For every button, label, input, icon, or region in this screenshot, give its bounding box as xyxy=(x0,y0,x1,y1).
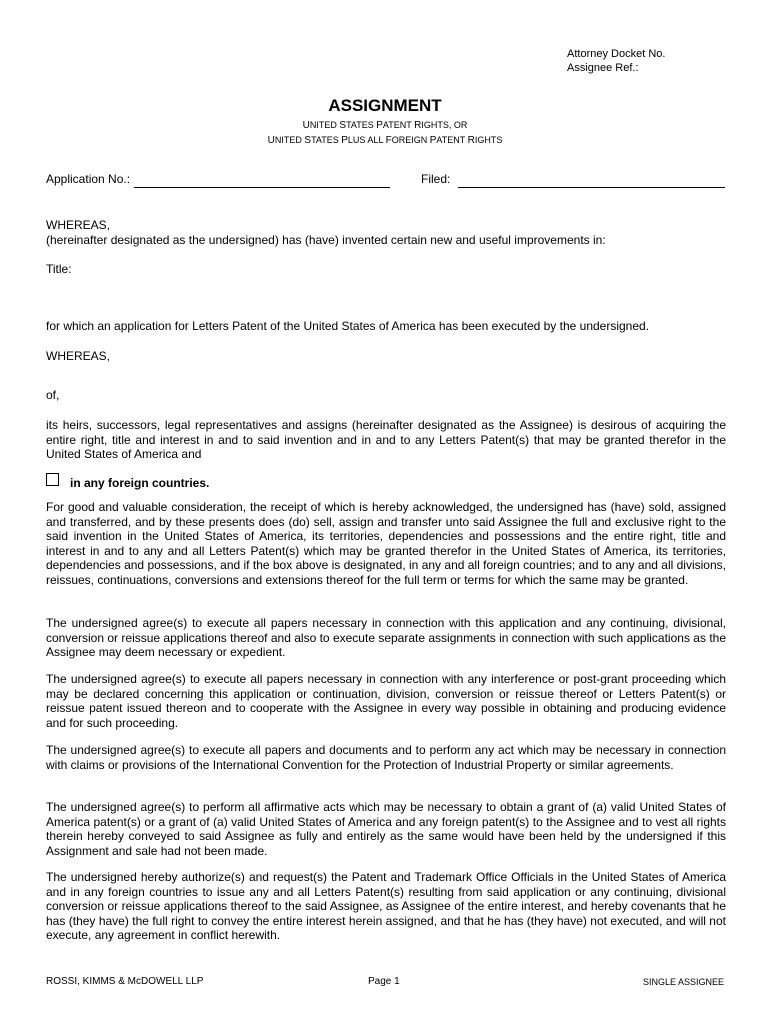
application-no-field[interactable] xyxy=(134,187,390,188)
paragraph-interference: The undersigned agree(s) to execute all papers necessary in connection with any interference or post-grant proceeding which may be declared concerning this application or continuation, division, conversion or reissue thereof or Letters Patent(s) or reissue patent issued thereon and to cooperate with the Assignee in every way possible in obtaining and producing evidence and for such proceeding. xyxy=(46,672,726,730)
title-field[interactable] xyxy=(82,262,722,302)
foreign-countries-label: in any foreign countries. xyxy=(70,476,210,490)
document-title: ASSIGNMENT xyxy=(328,96,442,115)
application-no-label: Application No.: xyxy=(46,172,131,186)
filed-date-field[interactable] xyxy=(458,187,725,188)
paragraph-authorize: The undersigned hereby authorize(s) and request(s) the Patent and Trademark Office Officials in the United States of America and in any foreign countries to issue any and all Letters Patent(s) resulting from said application or any continuing, divisional conversion or reissue applications thereof to the said Assignee, as Assignee of the entire interest, and hereby covenants that he has (they have) the full right to convey the entire interest herein assigned, and that he has (they have) not executed, and will not execute, any agreement in conflict herewith. xyxy=(46,870,726,942)
foreign-countries-checkbox[interactable] xyxy=(46,473,59,486)
docket-block xyxy=(567,47,665,75)
footer-firm: ROSSI, KIMMS & McDOWELL LLP xyxy=(46,976,204,987)
paragraph-convention: The undersigned agree(s) to execute all papers and documents and to perform any act which may be necessary in connection with claims or provisions of the International Convention for the Protection of Industrial Property or similar agreements. xyxy=(46,743,726,772)
whereas-1: WHEREAS, xyxy=(46,218,111,232)
of-text: of, xyxy=(46,388,60,402)
paragraph-affirmative-acts: The undersigned agree(s) to perform all affirmative acts which may be necessary to obtain a grant of (a) valid United States of America patent(s) or a grant of (a) valid United States of America and any foreign patent(s) to the Assignee and to vest all rights therein hereby conveyed to said Assignee as fully and entirely as the same would have been held by the undersigned if this Assignment and sale had not been made. xyxy=(46,800,726,858)
executed-text: for which an application for Letters Patent of the United States of America has been executed by the undersigned. xyxy=(46,319,650,333)
paragraph-consideration: For good and valuable consideration, the receipt of which is hereby acknowledged, the undersigned has (have) sold, assigned and transferred, and by these presents does (do) sell, assign and transfer unto said Assignee the full and exclusive right to the said invention in the United States of America, its territories, dependencies and possessions and the entire right, title and interest in and to any and all Letters Patent(s) which may be granted therefor in the United States of America, its territories, dependencies and possessions, and if the box above is designated, in any and all foreign countries; and to any and all divisions, reissues, continuations, conversions and extensions thereof for the full term or terms for which the same may be granted. xyxy=(46,500,726,587)
hereinafter-text: (hereinafter designated as the undersigned) has (have) invented certain new and useful improvements in: xyxy=(46,233,606,247)
footer-assignee-type: SINGLE ASSIGNEE xyxy=(642,977,724,987)
footer-page-number: Page 1 xyxy=(368,976,400,987)
subtitle-line-1: UNITED STATES PATENT RIGHTS, OR xyxy=(302,120,468,131)
whereas-2: WHEREAS, xyxy=(46,349,111,363)
title-label: Title: xyxy=(46,262,72,276)
assignee-ref-label: Assignee Ref.: xyxy=(567,62,639,74)
heirs-paragraph: its heirs, successors, legal representatives and assigns (hereinafter designated as the Assignee) is desirous of acquiring the entire right, title and interest in and to said invention and in and to any Letters Patent(s) that may be granted therefor in the United States of America and xyxy=(46,418,726,461)
filed-label: Filed: xyxy=(421,172,451,186)
paragraph-execute-papers: The undersigned agree(s) to execute all papers necessary in connection with this application and any continuing, divisional, conversion or reissue applications thereof and also to execute separate assignments in connection with such applications as the Assignee may deem necessary or expedient. xyxy=(46,616,726,659)
subtitle-line-2: UNITED STATES PLUS ALL FOREIGN PATENT RIGHTS xyxy=(267,135,503,146)
attorney-docket-label: Attorney Docket No. xyxy=(567,48,666,60)
